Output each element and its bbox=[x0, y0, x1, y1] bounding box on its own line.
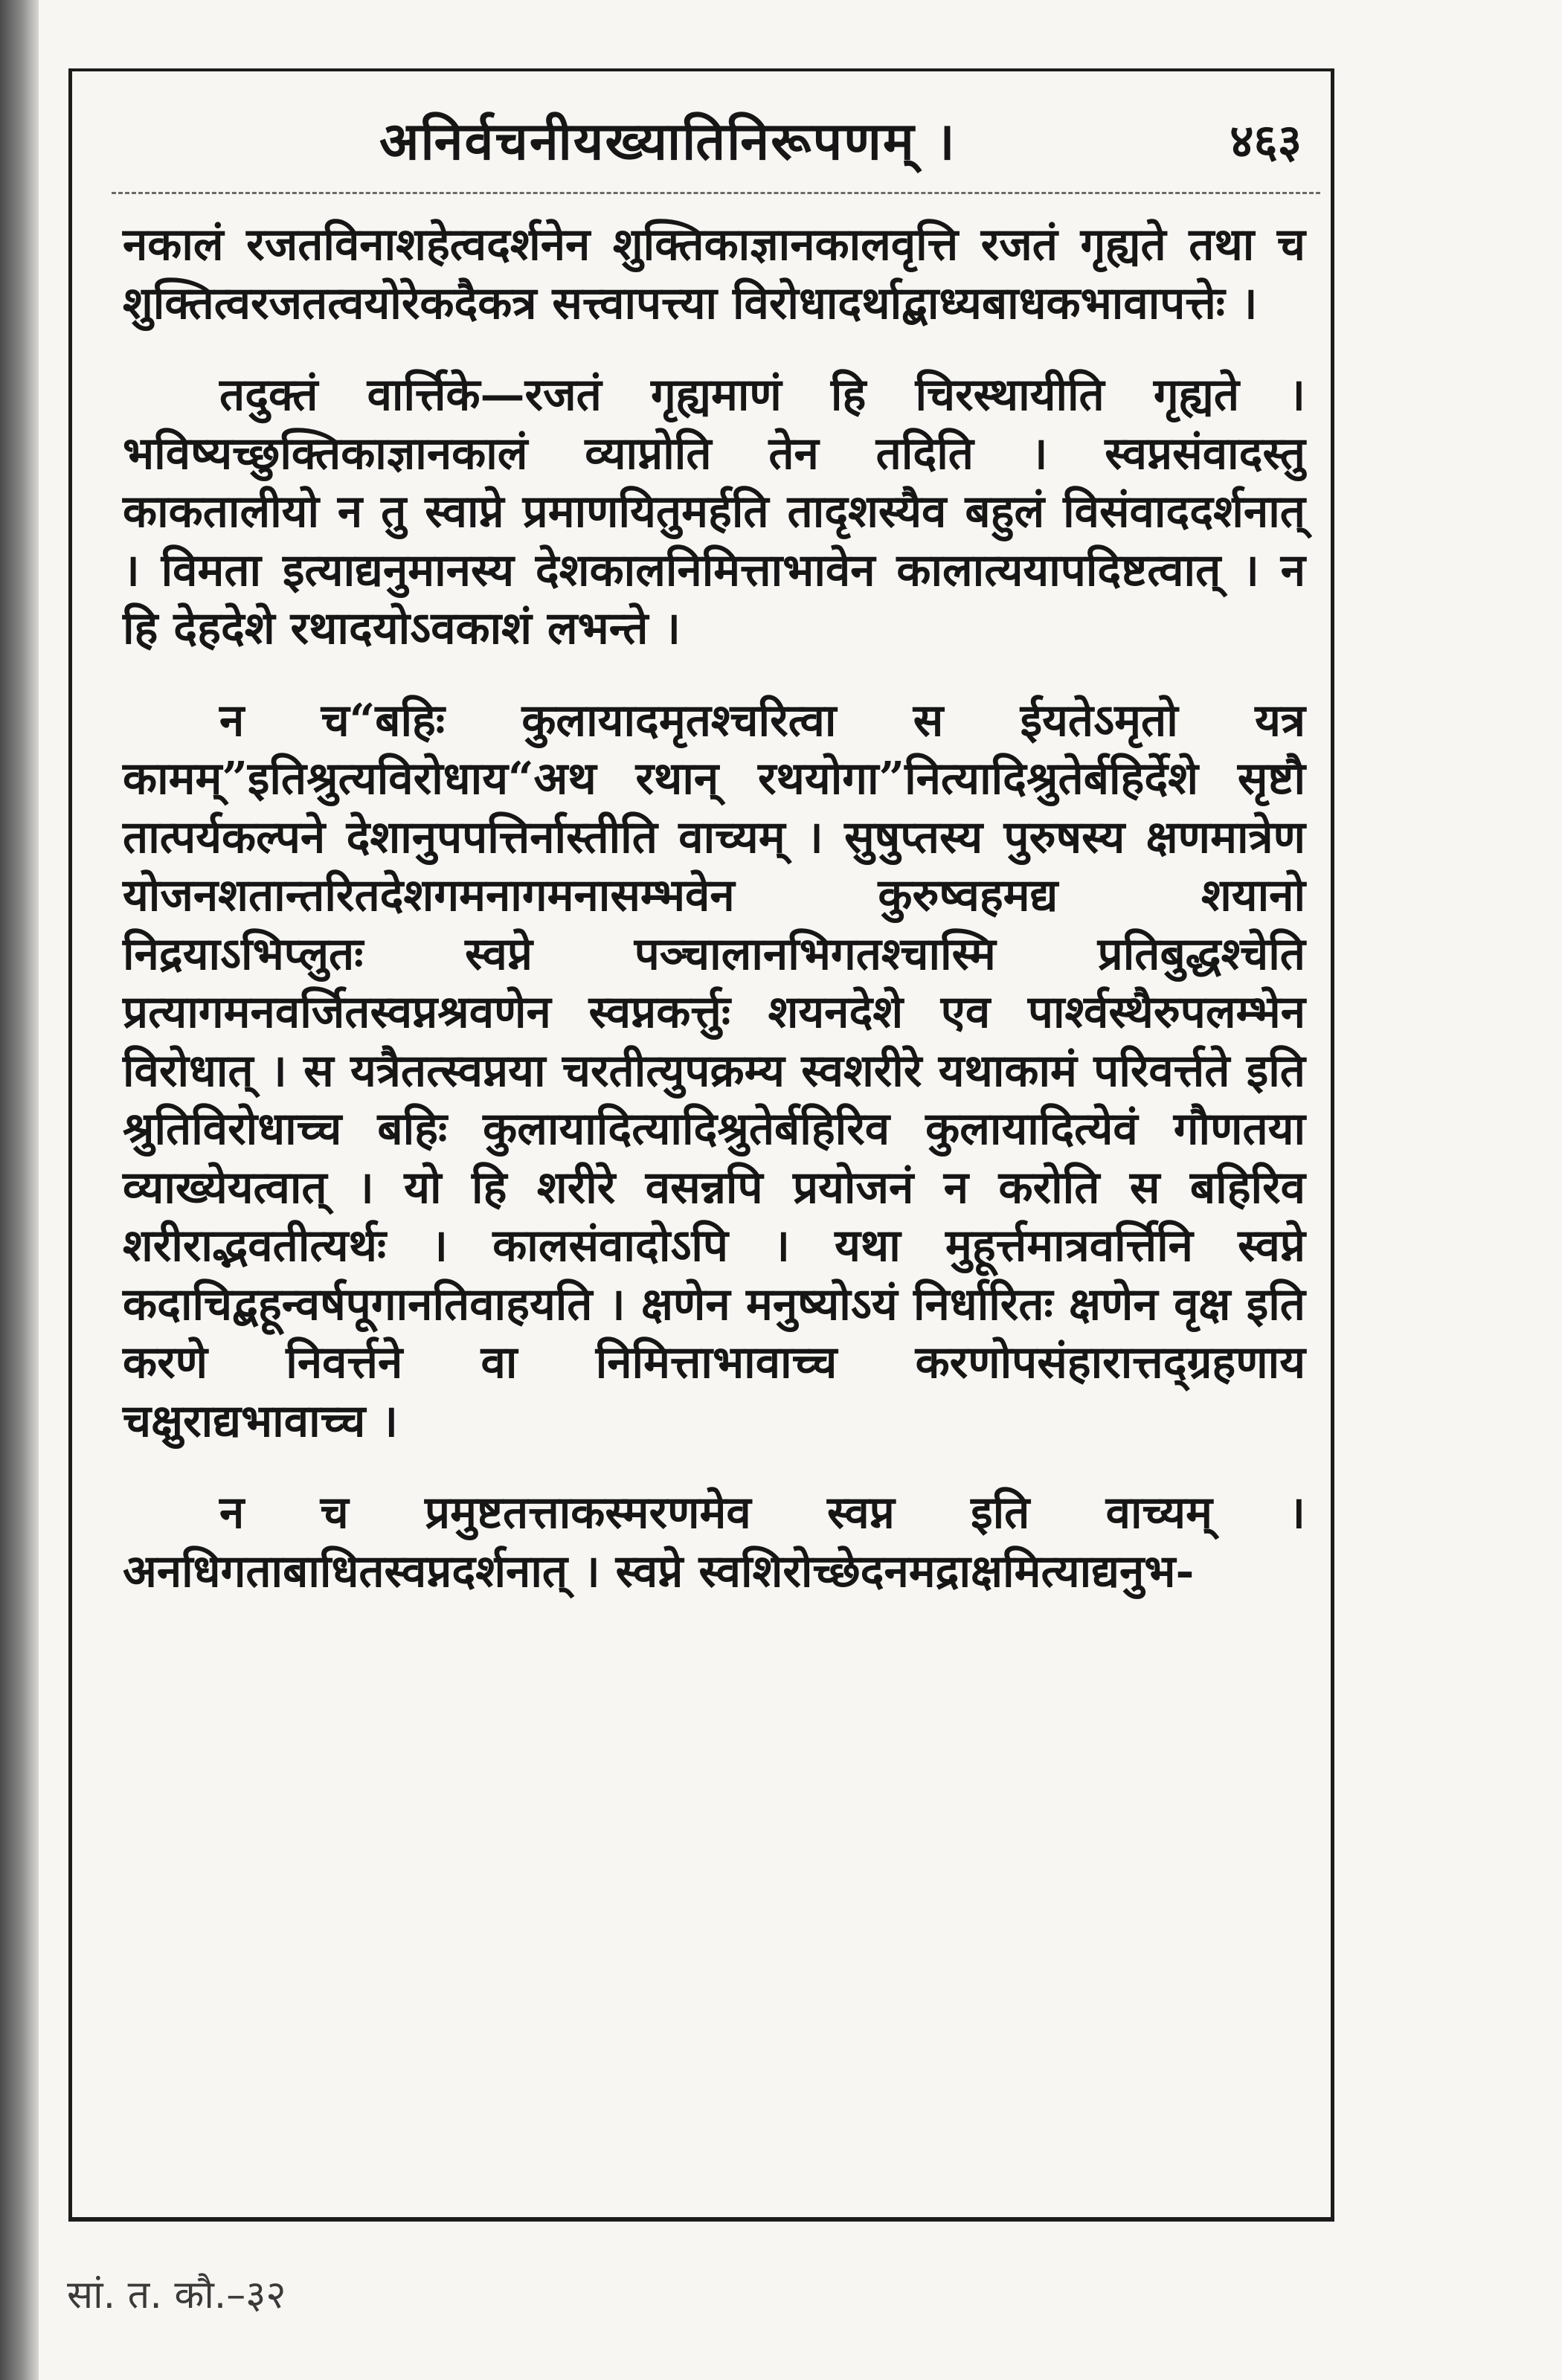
paragraph-4: न च प्रमुष्टतत्ताकस्मरणमेव स्वप्न इति वाच्यम् । अनधिगताबाधितस्वप्नदर्शनात् । स्वप्ने स्वशिरोच्छेदनमद्राक्षमित्याद्यनुभ- bbox=[123, 1487, 1305, 1598]
page-header bbox=[97, 104, 1317, 186]
paragraph-2: तदुक्तं वार्त्तिके—रजतं गृह्यमाणं हि चिरस्थायीति गृह्यते । भविष्यच्छुक्तिकाज्ञानकालं व्याप्नोति तेन तदिति । स्वप्नसंवादस्तु काकतालीयो न तु स्वाप्ने प्रमाणयितुमर्हति तादृशस्यैव बहुलं विसंवाददर्शनात् । विमता इत्याद्यनुमानस्य देशकालनिमित्ताभावेन कालात्ययापदिष्टत्वात् । न हि देहदेशे रथादयोऽवकाशं लभन्ते । bbox=[123, 369, 1305, 654]
paragraph-3: न च“बहिः कुलायादमृतश्चरित्वा स ईयतेऽमृतो यत्र कामम्”इतिश्रुत्यविरोधाय“अथ रथान् रथयोगा”नित्यादिश्रुतेर्बहिर्देशे सृष्टौ तात्पर्यकल्पने देशानुपपत्तिर्नास्तीति वाच्यम् । सुषुप्तस्य पुरुषस्य क्षणमात्रेण योजनशतान्तरितदेशगमनागमनासम्भवेन कुरुष्वहमद्य शयानो निद्रयाऽभिप्लुतः स्वप्ने पञ्चालानभिगतश्चास्मि प्रतिबुद्धश्चेति प्रत्यागमनवर्जितस्वप्नश्रवणेन स्वप्नकर्त्तुः शयनदेशे एव पार्श्वस्थैरुपलम्भेन विरोधात् । स यत्रैतत्स्वप्नया चरतीत्युपक्रम्य स्वशरीरे यथाकामं परिवर्त्तते इति श्रुतिविरोधाच्च बहिः कुलायादित्यादिश्रुतेर्बहिरिव कुलायादित्येवं गौणतया व्याख्येयत्वात् । यो हि शरीरे वसन्नपि प्रयोजनं न करोति स बहिरिव शरीराद्भवतीत्यर्थः । कालसंवादोऽपि । यथा मुहूर्त्तमात्रवर्त्तिनि स्वप्ने कदाचिद्बहून्वर्षपूगानतिवाहयति । क्षणेन मनुष्योऽयं निर्धारितः क्षणेन वृक्ष इति करणे निवर्त्तने वा निमित्ताभावाच्च करणोपसंहारात्तद्ग्रहणाय चक्षुराद्यभावाच्च । bbox=[123, 694, 1305, 1447]
binding-shadow bbox=[0, 0, 39, 2380]
body-text bbox=[123, 216, 1305, 1634]
signature-mark: सां. त. कौ.–३२ bbox=[67, 2273, 286, 2318]
page-number: ४६३ bbox=[1230, 114, 1302, 168]
paragraph-1: नकालं रजतविनाशहेत्वदर्शनेन शुक्तिकाज्ञानकालवृत्ति रजतं गृह्यते तथा च शुक्तित्वरजतत्वयोरेकदैकत्र सत्त्वापत्त्या विरोधादर्थाद्बाध्यबाधकभावापत्तेः । bbox=[123, 219, 1305, 329]
running-title: अनिर्वचनीयख्यातिनिरूपणम् । bbox=[379, 110, 957, 172]
header-dashed-rule bbox=[112, 192, 1320, 194]
